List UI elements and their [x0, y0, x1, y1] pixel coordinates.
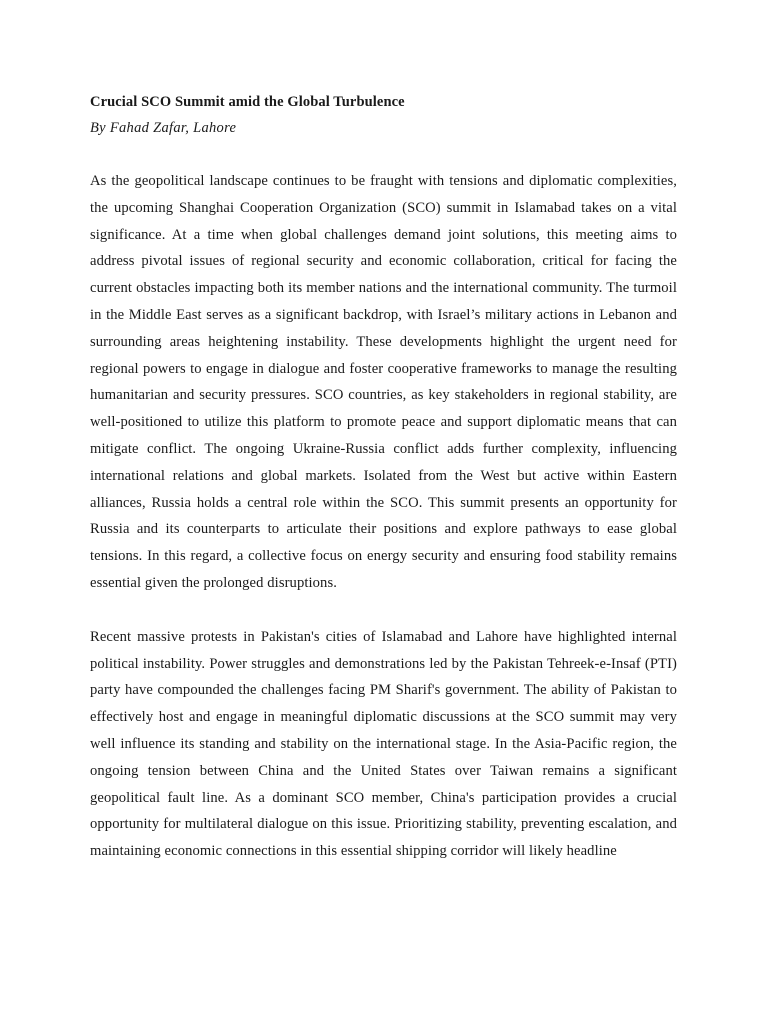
document-page [90, 92, 677, 865]
article-title: Crucial SCO Summit amid the Global Turbulence [90, 94, 405, 110]
article-byline: By Fahad Zafar, Lahore [90, 120, 237, 136]
body-paragraph-1: As the geopolitical landscape continues to be fraught with tensions and diplomatic complexities, the upcoming Shanghai Cooperation Organization (SCO) summit in Islamabad takes on a vital significance. At a time when global challenges demand joint solutions, this meeting aims to address pivotal issues of regional security and economic collaboration, critical for facing the current obstacles impacting both its member nations and the international community. The turmoil in the Middle East serves as a significant backdrop, with Israel’s military actions in Lebanon and surrounding areas heightening instability. These developments highlight the urgent need for regional powers to engage in dialogue and foster cooperative frameworks to manage the resulting humanitarian and security pressures. SCO countries, as key stakeholders in regional stability, are well-positioned to utilize this platform to promote peace and support diplomatic means that can mitigate conflict. The ongoing Ukraine-Russia conflict adds further complexity, influencing international relations and global markets. Isolated from the West but active within Eastern alliances, Russia holds a central role within the SCO. This summit presents an opportunity for Russia and its counterparts to articulate their positions and explore pathways to ease global tensions. In this regard, a collective focus on energy security and ensuring food stability remains essential given the prolonged disruptions. [90, 173, 677, 591]
body-paragraph-2: Recent massive protests in Pakistan's cities of Islamabad and Lahore have highlighted internal political instability. Power struggles and demonstrations led by the Pakistan Tehreek-e-Insaf (PTI) party have compounded the challenges facing PM Sharif's government. The ability of Pakistan to effectively host and engage in meaningful diplomatic discussions at the SCO summit may very well influence its standing and stability on the international stage. In the Asia-Pacific region, the ongoing tension between China and the United States over Taiwan remains a significant geopolitical fault line. As a dominant SCO member, China's participation provides a crucial opportunity for multilateral dialogue on this issue. Prioritizing stability, preventing escalation, and maintaining economic connections in this essential shipping corridor will likely headline [90, 628, 677, 860]
